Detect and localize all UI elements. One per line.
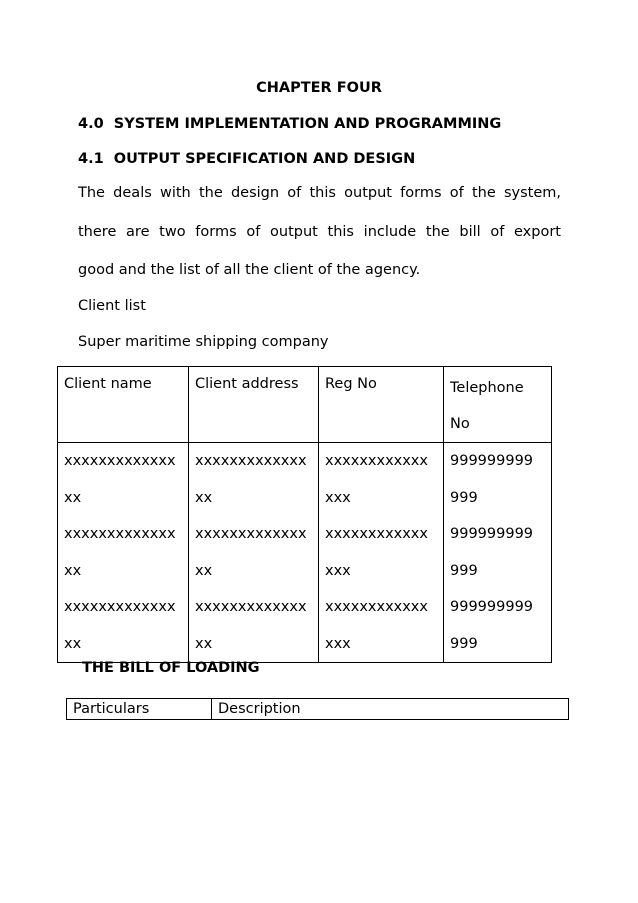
- cell-text: xxxxxxxxxxxxx: [195, 526, 307, 542]
- cell-text: xx: [195, 635, 213, 652]
- bill-table: [66, 698, 569, 720]
- cell-text: xxxxxxxxxxxxx: [64, 526, 176, 542]
- paragraph-line-3: good and the list of all the client of the agency.: [78, 262, 421, 278]
- telephone-cell: [444, 443, 552, 663]
- cell-text: xxxxxxxxxxxxx: [195, 599, 307, 615]
- section-heading-4-0: 4.0 SYSTEM IMPLEMENTATION AND PROGRAMMING: [78, 116, 502, 132]
- cell-text: xxxxxxxxxxxx: [325, 526, 428, 542]
- table-row: [58, 443, 552, 663]
- client-name-cell: [58, 443, 189, 663]
- header-particulars: Particulars: [67, 699, 212, 720]
- paragraph-line-1: The deals with the design of this output forms of the system,: [78, 185, 561, 201]
- cell-text: 999: [450, 562, 478, 579]
- cell-text: xxxxxxxxxxxx: [325, 599, 428, 615]
- cell-text: xx: [64, 635, 82, 652]
- cell-text: xx: [64, 489, 82, 506]
- cell-text: 999: [450, 635, 478, 652]
- cell-text: xx: [64, 562, 82, 579]
- header-client-name: Client name: [58, 367, 189, 443]
- header-telephone-line1: Telephone: [450, 380, 524, 396]
- cell-text: 999: [450, 489, 478, 506]
- company-name: Super maritime shipping company: [78, 334, 329, 350]
- header-client-address: Client address: [189, 367, 319, 443]
- header-reg-no: Reg No: [319, 367, 444, 443]
- paragraph-line-2: there are two forms of output this include the bill of export: [78, 224, 561, 240]
- header-telephone: [444, 367, 552, 443]
- cell-text: xxxxxxxxxxxxx: [64, 599, 176, 615]
- cell-text: 999999999: [450, 599, 534, 615]
- cell-text: xxx: [325, 635, 351, 652]
- client-address-cell: [189, 443, 319, 663]
- client-list-label: Client list: [78, 298, 146, 314]
- cell-text: xxxxxxxxxxxxx: [64, 453, 176, 469]
- cell-text: 999999999: [450, 453, 534, 469]
- client-table: [57, 366, 552, 663]
- cell-text: xxx: [325, 562, 351, 579]
- cell-text: xxxxxxxxxxxxx: [195, 453, 307, 469]
- bill-of-loading-title: THE BILL OF LOADING: [82, 660, 260, 676]
- cell-text: xxx: [325, 489, 351, 506]
- header-telephone-line2: No: [450, 416, 470, 432]
- bill-table-header-row: [67, 699, 569, 720]
- cell-text: 999999999: [450, 526, 534, 542]
- reg-no-cell: [319, 443, 444, 663]
- header-description: Description: [212, 699, 569, 720]
- client-table-header-row: [58, 367, 552, 443]
- cell-text: xx: [195, 562, 213, 579]
- chapter-title: CHAPTER FOUR: [256, 80, 382, 96]
- section-heading-4-1: 4.1 OUTPUT SPECIFICATION AND DESIGN: [78, 151, 416, 167]
- cell-text: xxxxxxxxxxxx: [325, 453, 428, 469]
- cell-text: xx: [195, 489, 213, 506]
